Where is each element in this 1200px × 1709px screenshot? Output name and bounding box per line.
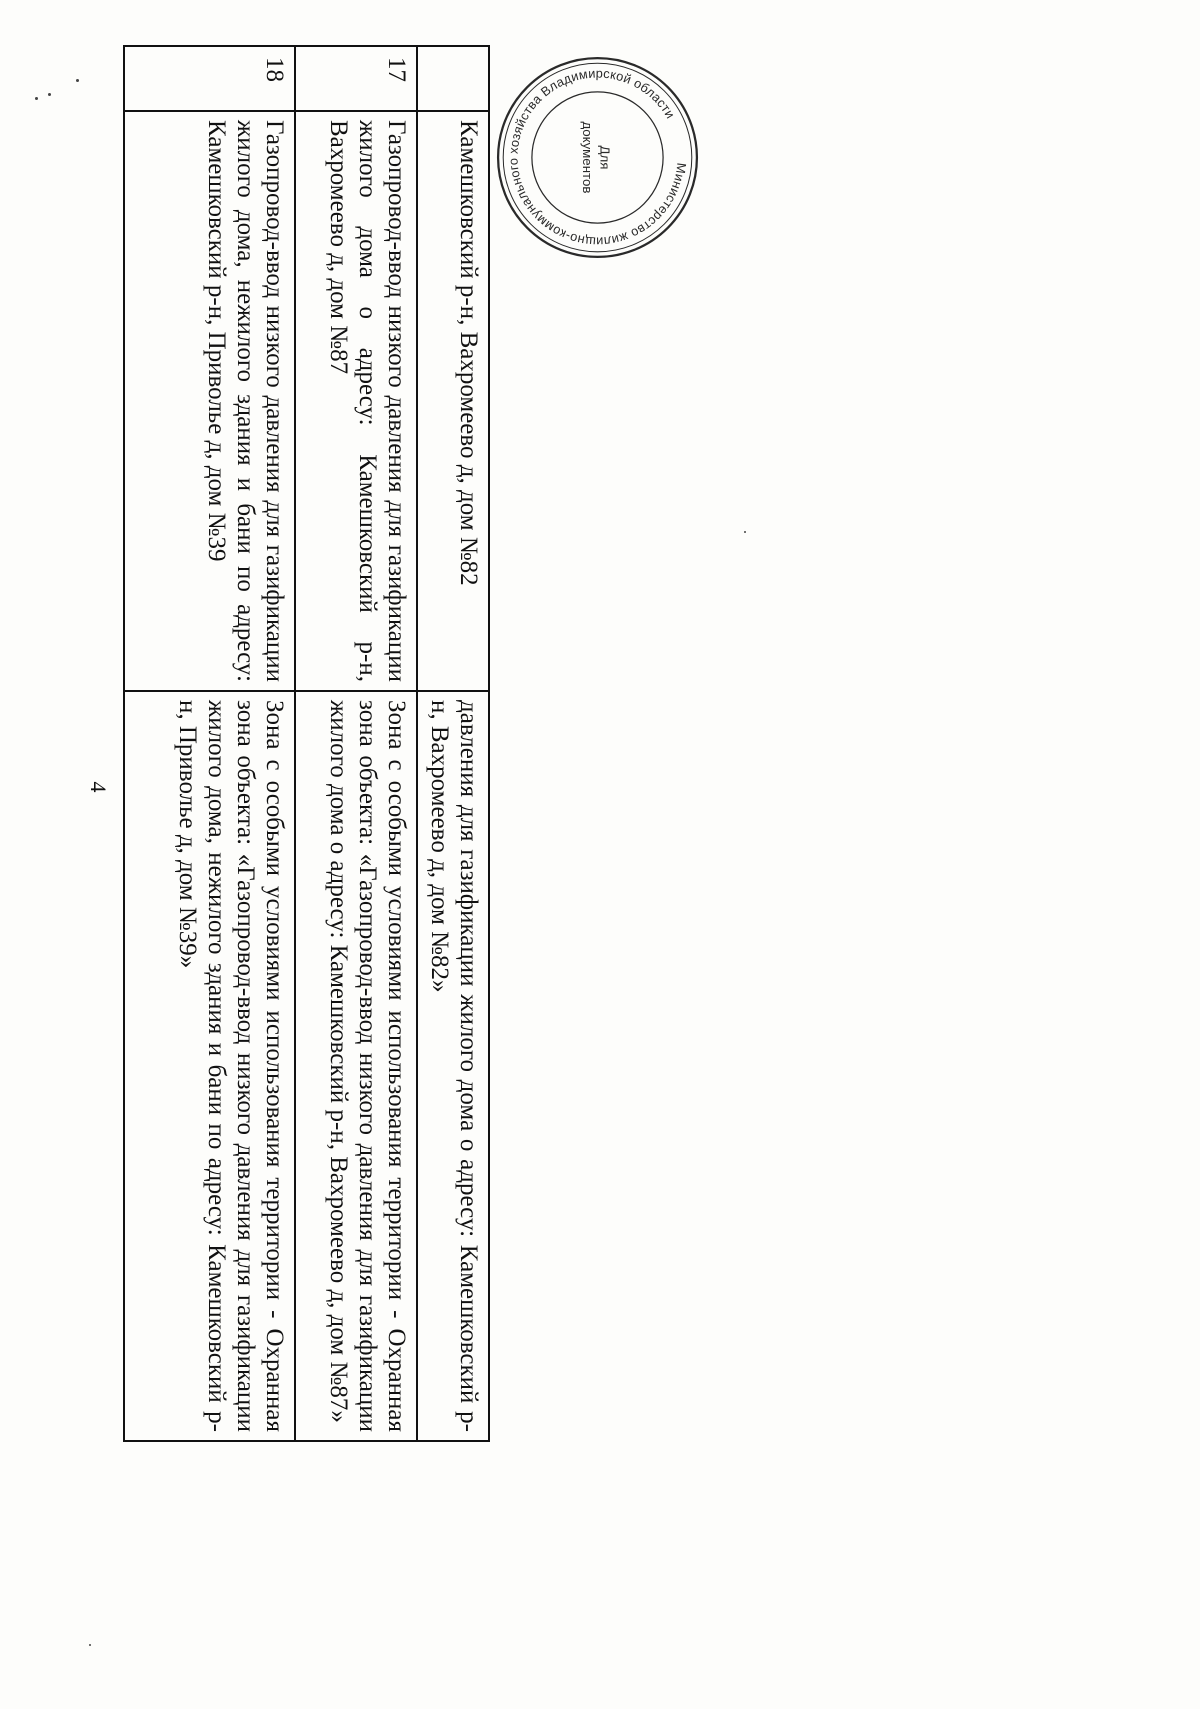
row-number: 18 (124, 46, 295, 111)
scan-speck (35, 97, 38, 100)
row-number: 17 (295, 46, 417, 111)
scan-speck (744, 531, 746, 533)
zone-cell: давления для газификации жилого дома о адресу: Камешковский р-н, Вахромеево д, дом №82» (417, 691, 489, 1441)
scan-speck (48, 93, 51, 96)
table-container (125, 45, 490, 1440)
row-number (417, 46, 489, 111)
official-stamp (495, 55, 700, 260)
stamp-center-line-2: документов (580, 121, 596, 194)
object-cell: Газопровод-ввод низкого давления для газификации жилого дома, нежилого здания и бани по адресу: Камешковский р-н, Приволье д, дом №39 (124, 111, 295, 691)
scan-speck (89, 1644, 91, 1646)
document-table (123, 45, 490, 1442)
scan-speck (76, 79, 79, 82)
page-number: 4 (86, 781, 111, 793)
stamp-center-line-1: Для (597, 145, 613, 170)
zone-cell: Зона с особыми условиями использования территории - Охранная зона объекта: «Газопровод-ввод низкого давления для газификации жилого дома, нежилого здания и бани по адресу: Камешковский р-н, Приволье д, дом №39» (124, 691, 295, 1441)
zone-cell: Зона с особыми условиями использования территории - Охранная зона объекта: «Газопровод-ввод низкого давления для газификации жилого дома о адресу: Камешковский р-н, Вахромеево д, дом №87» (295, 691, 417, 1441)
table-row (295, 46, 417, 1441)
table-row (124, 46, 295, 1441)
object-cell: Газопровод-ввод низкого давления для газификации жилого дома о адресу: Камешковский р-н, Вахромеево д, дом №87 (295, 111, 417, 691)
stamp-ring-text: Министерство жилищно-коммунального хозяйства Владимирской области (505, 65, 690, 250)
object-cell: Камешковский р-н, Вахромеево д, дом №82 (417, 111, 489, 691)
table-row (417, 46, 489, 1441)
